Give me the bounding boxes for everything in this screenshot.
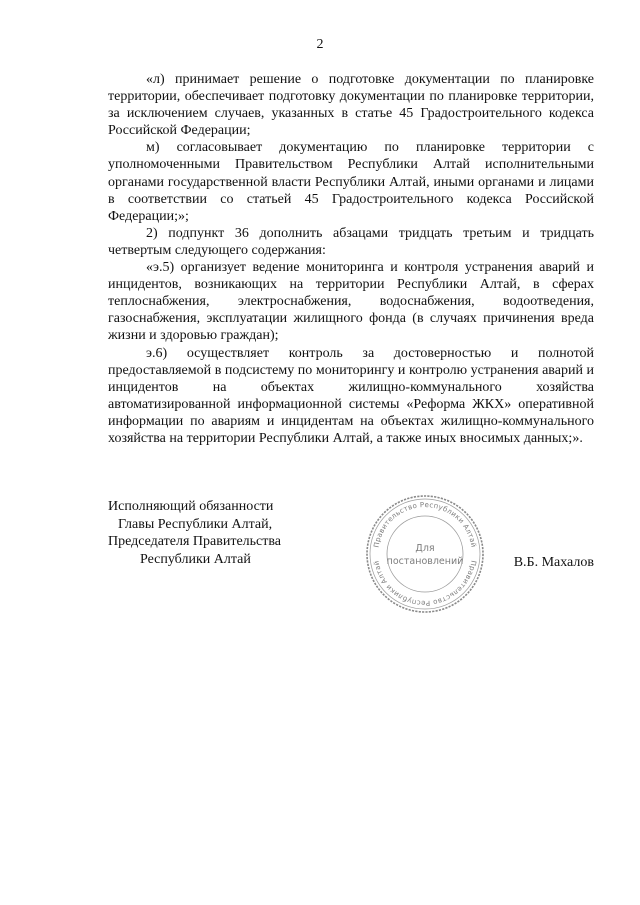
signature-block [108, 498, 594, 598]
document-body [108, 71, 594, 447]
seal-center-line: постановлений [386, 556, 464, 567]
seal-ring-text-bottom: Правительство Республики Алтай [372, 559, 478, 608]
official-seal-stamp [364, 493, 486, 615]
seal-outer-inner-ring [370, 499, 480, 609]
signatory-title-line: Республики Алтай [140, 551, 251, 567]
seal-inner-ring [387, 516, 463, 592]
seal-outer-ring [367, 496, 483, 612]
signatory-title-line: Председателя Правительства [108, 534, 282, 550]
paragraph-e6: э.6) осуществляет контроль за достоверностью и полнотой предоставляемой в подсистему по мониторингу и контролю устранения аварий и инцидентов на объектах жилищно-коммунального хозяйства автоматизированной информационной системы «Реформа ЖКХ» оперативной информации по авариям и инцидентам на объектах жилищно-коммунального хозяйства на территории Республики Алтай, а также иных вносимых данных;». [108, 345, 594, 446]
paragraph-e5: «э.5) организует ведение мониторинга и контроля устранения аварий и инцидентов, возникающих на территории Республики Алтай, в сферах теплоснабжения, электроснабжения, водоснабжения, водоотведения, газоснабжения, эксплуатации жилищного фонда (в случаях причинения вреда жизни и здоровью граждан); [108, 260, 594, 344]
signatory-title-line: Исполняющий обязанности [108, 499, 274, 514]
signatory-title [108, 498, 318, 568]
paragraph-l: «л) принимает решение о подготовке документации по планировке территории, обеспечивает подготовку документации по планировке территории, за исключением случаев, указанных в статье 45 Градостроительного кодекса Российской Федерации; [108, 72, 594, 139]
signatory-title-line: Главы Республики Алтай, [118, 516, 273, 532]
signatory-name: В.Б. Махалов [513, 555, 594, 570]
paragraph-m: м) согласовывает документацию по планировке территории с уполномоченными Правительством Республики Алтай исполнительными органами государственной власти Республики Алтай, иными органами и лицами в соответствии со статьей 45 Градостроительного кодекса Российской Федерации;»; [108, 140, 594, 224]
paragraph-2: 2) подпункт 36 дополнить абзацами тридцать третьим и тридцать четвертым следующего содержания: [108, 225, 594, 258]
page-number: 2 [316, 37, 324, 52]
seal-center-line: Для [415, 543, 435, 554]
seal-graphic [364, 493, 486, 615]
seal-ring-text-top: Правительство Республики Алтай [372, 500, 478, 549]
